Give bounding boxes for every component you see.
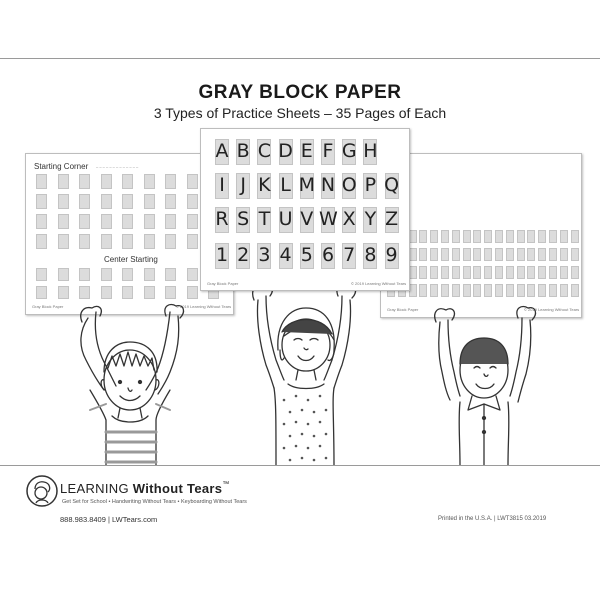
page-subtitle: 3 Types of Practice Sheets – 35 Pages of Each — [153, 105, 447, 121]
practice-character: J — [240, 174, 246, 196]
practice-character: T — [258, 208, 271, 230]
practice-character: 7 — [343, 244, 356, 266]
practice-character: P — [364, 174, 377, 196]
practice-character: F — [322, 140, 334, 162]
girl-middle-figure — [253, 284, 356, 465]
practice-character: E — [300, 140, 313, 162]
sheet-footer-left: Gray Block Paper — [387, 307, 419, 312]
practice-character: 1 — [215, 244, 229, 266]
practice-character: Y — [364, 208, 377, 230]
practice-character: L — [280, 174, 291, 196]
practice-character: B — [236, 140, 250, 162]
practice-character: M — [298, 174, 315, 196]
bottom-rule — [0, 465, 600, 466]
practice-character: W — [319, 208, 338, 230]
practice-character: O — [341, 174, 357, 196]
lwt-logo-icon — [26, 475, 58, 507]
sheet-footer-right: © 2019 Learning Without Tears — [351, 281, 407, 286]
practice-character: U — [278, 208, 293, 230]
practice-character: 9 — [385, 244, 398, 266]
brand-tagline: Get Set for School • Handwriting Without Tears • Keyboarding Without Tears — [62, 499, 247, 505]
sheet-label-center-starting: Center Starting — [104, 255, 158, 264]
boy-left-figure — [81, 304, 184, 465]
sheet-footer-right: © 2019 Learning Without Tears — [524, 307, 580, 312]
sheet-footer-left: Gray Block Paper — [207, 281, 239, 286]
practice-character: 2 — [237, 244, 250, 266]
practice-character: R — [215, 208, 229, 230]
practice-character: Z — [385, 208, 399, 230]
practice-character: S — [237, 208, 250, 230]
brand-learning: LEARNING — [60, 481, 129, 496]
practice-character: C — [257, 140, 272, 162]
sheet-footer-left: Gray Block Paper — [32, 304, 64, 309]
print-info: Printed in the U.S.A. | LWT3815 03.2019 — [438, 516, 547, 522]
sheet-footer-right: © 2019 Learning Without Tears — [176, 304, 232, 309]
sheet-label-starting-corner: Starting Corner — [34, 162, 89, 171]
practice-character: Q — [384, 174, 400, 196]
sheet-fine-print: – – – – – – – – – – – – – — [96, 164, 139, 169]
practice-character: N — [320, 174, 336, 196]
practice-character: 8 — [364, 244, 377, 266]
sheet-alphabet — [200, 128, 410, 291]
practice-character: 5 — [300, 244, 313, 266]
practice-character: G — [341, 140, 357, 162]
practice-character: A — [215, 140, 229, 162]
practice-character: K — [258, 174, 271, 196]
page-title: GRAY BLOCK PAPER — [198, 82, 402, 103]
practice-character: H — [363, 140, 378, 162]
boy-right-figure — [435, 306, 536, 465]
brand-trademark: ™ — [222, 481, 230, 488]
practice-character: V — [300, 208, 314, 230]
practice-character: 3 — [258, 244, 271, 266]
practice-character: 4 — [279, 244, 292, 266]
practice-character: X — [342, 208, 356, 230]
brand-without-tears: Without Tears — [132, 481, 223, 496]
practice-character: D — [278, 140, 293, 162]
practice-character: I — [219, 174, 225, 196]
practice-character: 6 — [321, 244, 335, 266]
brand-name — [60, 481, 230, 496]
contact-info: 888.983.8409 | LWTears.com — [60, 515, 158, 524]
